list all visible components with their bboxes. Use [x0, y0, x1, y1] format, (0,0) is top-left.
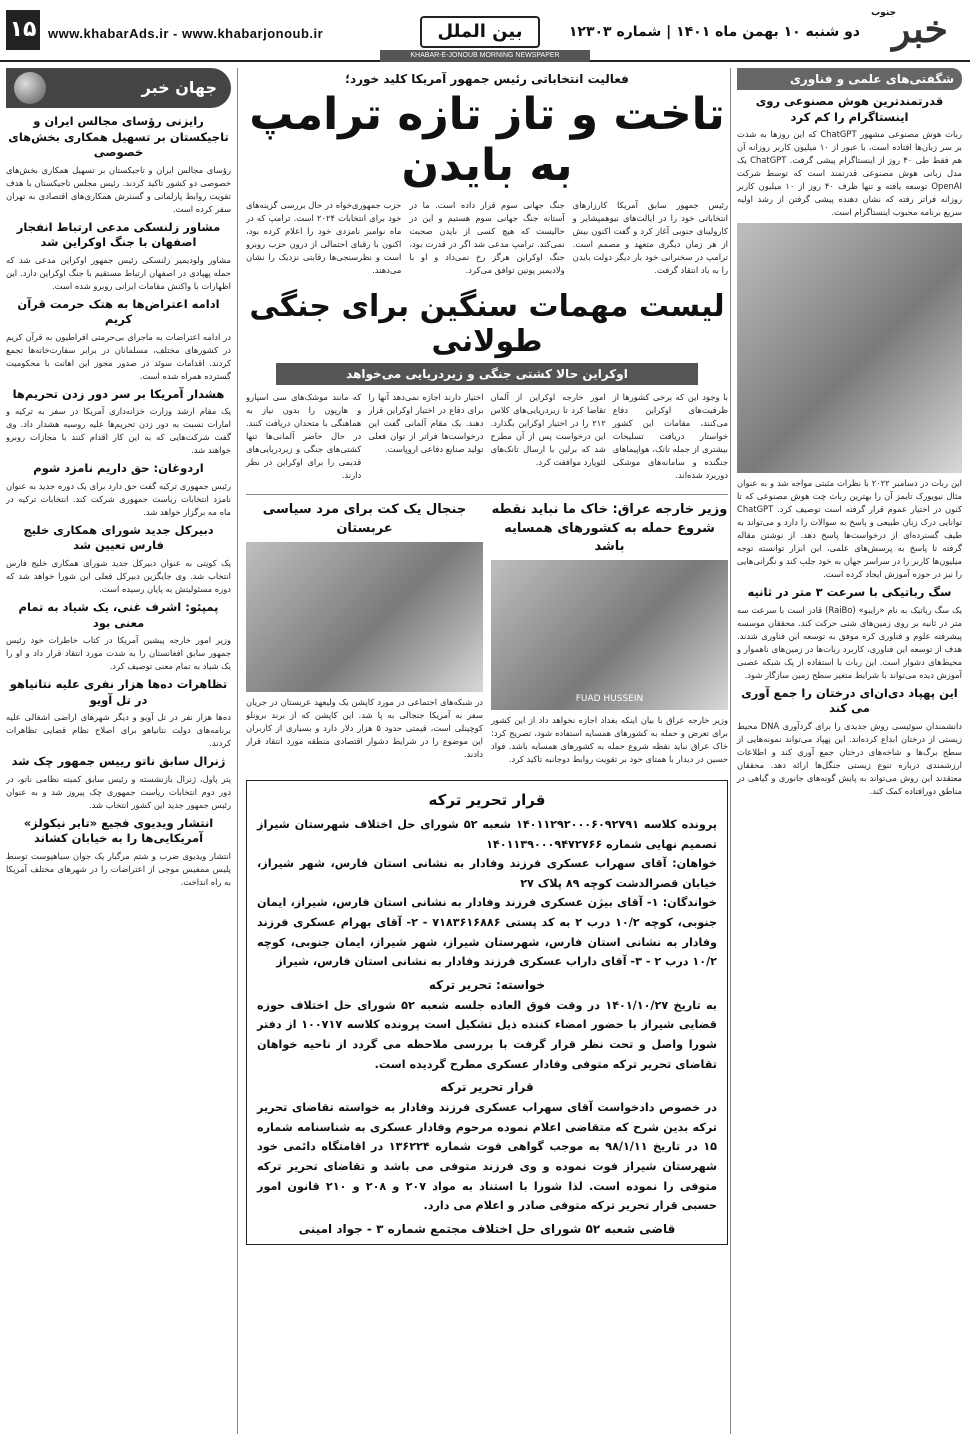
brief-body: انتشار ویدیوی ضرب و شتم مرگبار یک جوان سیاهپوست توسط پلیس ممفیس موجی از اعتراضات را در شهرهای مختلف آمریکا به راه انداخت. [6, 850, 231, 887]
legal-text: در خصوص دادخواست آقای سهراب عسکری فرزند وفادار به خواسته تقاضای تحریر ترکه بدین شرح که متقاضی اعلام نموده مرحوم وفادار عسکری به شناسنامه شماره ۱۵ در تاریخ ۹۸/۱/۱۱ به موجب گواهی فوت شماره ۱۳۶۲۲۴ در اقامتگاه دائمی خود شهرستان شیراز فوت نموده و وی فرزند متوفی می باشد و تقاضای تحریر ترکه متوفی را نموده است. لذا شورا با استناد به مواد ۲۰۷ و ۲۰۸ و ۲۱۰ قانون امور حسبی قرار تحریر ترکه متوفی صادر و اعلام می دارد. [257, 1101, 717, 1213]
logo-subtext: جنوب [871, 8, 896, 18]
lead-story-col: حزب جمهوری‌خواه در حال بررسی گزینه‌های خود برای انتخابات ۲۰۲۴ است. ترامپ که در ماه نوامبر نامزدی خود را اعلام کرده بود، اکنون با رقبای احتمالی از درون حزب روبرو است و نظرسنجی‌ها رقابتی نزدیک را نشان می‌دهند. [246, 200, 402, 276]
story-body: دانشمندان سوئیسی روش جدیدی را برای گردآوری DNA محیط زیستی از درختان ابداع کرده‌اند. این پهپاد می‌تواند نمونه‌هایی از سطح برگ‌ها و شاخه‌های درختان جمع آوری کند و اطلاعات ارزشمندی درباره تنوع زیستی جنگل‌ها ارائه دهد. محققان معتقدند این روش می‌تواند به پایش گونه‌های جانوری و گیاهی در مناطق دورافتاده کمک کند. [737, 720, 962, 796]
brief-headline: پمپئو: اشرف غنی، یک شیاد به تمام معنی بود [18, 600, 219, 630]
second-story-col: اختیار دارند اجازه نمی‌دهد آنها را برای دفاع در اختیار اوکراین قرار دهند. یک مقام آلمانی گفت این درخواست‌ها فراتر از توان فعلی تولید صنایع دفاعی اروپاست. [368, 392, 484, 455]
second-story-col: که مانند موشک‌های سی اسپارو و هارپون را بدون نیاز به هماهنگی با متحدان دریافت کنند. در حال حاضر آلمانی‌ها تنها کشتی‌های جنگی و زیردریایی‌های قدیمی را برای اوکراین در نظر دارند. [246, 392, 362, 481]
iraq-minister-photo [491, 560, 728, 710]
news-briefs-list [6, 114, 231, 889]
photo-nameplate: FUAD HUSSEIN [575, 693, 644, 704]
headline-kicker: فعالیت انتخاباتی رئیس جمهور آمریکا کلید خورد؛ [345, 72, 629, 86]
legal-text: پرونده کلاسه ۱۴۰۱۱۲۹۲۰۰۰۶۰۹۲۷۹۱ شعبه ۵۲ شورای حل اختلاف شهرستان شیراز تصمیم نهایی شماره ۱۴۰۱۱۳۹۰۰۰۹۴۷۲۷۶۶ [257, 818, 717, 851]
brief-body: رئیس جمهوری ترکیه گفت حق دارد برای یک دوره جدید به عنوان نامزد انتخابات ریاست جمهوری شرکت کند. انتخابات ترکیه در ماه مه برگزار خواهد شد. [6, 480, 231, 517]
world-news-column [6, 68, 238, 1434]
brief-body: مشاور ولودیمیر زلنسکی رئیس جمهور اوکراین مدعی شد که حمله پهپادی در اصفهان ارتباط مستقیم با جنگ اوکراین دارد. این اظهارات با واکنش مقامات ایرانی روبرو شده است. [6, 254, 231, 291]
brief-headline: ژنرال سابق ناتو رییس جمهور چک شد [11, 754, 226, 769]
brief-headline: هشدار آمریکا بر سر دور زدن تحریم‌ها [12, 386, 225, 401]
second-deck: اوکراین حالا کشتی جنگی و زیردریایی می‌خواهد [276, 363, 698, 385]
legal-signature: قاضی شعبه ۵۲ شورای حل اختلاف مجتمع شماره ۳ - جواد امینی [298, 1221, 676, 1236]
date-issue: دو شنبه ۱۰ بهمن ماه ۱۴۰۱ | شماره ۱۲۳۰۳ [568, 24, 860, 40]
story-body: این ربات در دسامبر ۲۰۲۲ با نظرات مثبتی مواجه شد و به عنوان مثال نیویورک تایمز آن را بهترین ربات چت هوش مصنوعی که تا کنون در اختیار عموم قرار گرفته است توصیف کرد. ChatGPT توانایی درک زبان طبیعی و پاسخ به سوالات را دارد و می‌تواند به طیف گسترده‌ای از درخواست‌ها پاسخ دهد. از نوشتن مقاله گرفته تا پاسخ به پرسش‌های علمی، این ابزار توانسته توجه میلیون‌ها کاربر را در سراسر جهان به خود جلب کند و نگرانی‌هایی را نیز در حوزه آموزش ایجاد کرده است. [737, 478, 962, 580]
saudi-story-headline: جنجال یک کت برای مرد سیاسی عربستان [262, 502, 467, 536]
legal-text: خواندگان: ۱- آقای بیژن عسکری فرزند وفادار به نشانی استان فارس، شیراز، ایمان جنوبی، کوچه ۱۰/۲ درب ۲ به کد پستی ۷۱۸۳۶۱۶۸۸۶ - ۲- آقای بهرام عسکری فرزند وفادار به نشانی استان فارس، شهرستان شیراز، شهر شیراز، ایمان جنوبی، کوچه ۱۰/۲ درب ۲ - ۳- آقای داراب عسکری فرزند وفادار به نشانی استان فارس، شیراز [257, 896, 718, 969]
legal-subheading: خواسته: تحریر ترکه [428, 977, 546, 992]
story-headline: قدرتمندترین هوش مصنوعی روی اینستاگرام را کم کرد [755, 94, 944, 124]
second-headline: لیست مهمات سنگین برای جنگی طولانی [249, 289, 725, 360]
brief-body: یک کویتی به عنوان دبیرکل جدید شورای همکاری خلیج فارس انتخاب شد. وی جایگزین دبیرکل فعلی این شورا خواهد شد که دوره مسئولیتش به پایان رسیده است. [6, 557, 231, 594]
ai-robot-photo [737, 223, 962, 473]
newspaper-logo [866, 4, 962, 56]
newspaper-banner: KHABAR-E-JONOUB MORNING NEWSPAPER [380, 50, 590, 62]
brief-body: در ادامه اعتراضات به ماجرای بی‌حرمتی افراطیون به قرآن کریم در کشورهای مختلف، مسلمانان در برابر سفارت‌خانه‌ها تجمع کردند. اقدامات سوئد در صدور مجوز این اهانت با محکومیت گسترده همراه شده است. [6, 331, 231, 381]
second-story-col: امور خارجه اوکراین از آلمان تقاضا کرد تا زیردریایی‌های کلاس ۲۱۲ را در اختیار اوکراین بگذارد. این درخواست پس از آن مطرح شد که برلین با ارسال تانک‌های لئوپارد موافقت کرد. [490, 392, 606, 468]
saudi-story-box [246, 501, 483, 770]
legal-text: به تاریخ ۱۴۰۱/۱۰/۲۷ در وقت فوق العاده جلسه شعبه ۵۲ شورای حل اختلاف حوزه قضایی شیراز با حضور امضاء کننده ذیل تشکیل است پرونده کلاسه ۱۰۰۷۱۷ از دفتر شورا واصل و تحت نظر قرار گرفت با بررسی ملاحظه می گردد از ناحیه خواهان تقاضای تحریر ترکه متوفی وفادار عسکری مطرح گردیده است. [257, 998, 717, 1071]
legal-subheading: قرار تحریر ترکه [440, 1080, 534, 1095]
brief-headline: رایزنی رؤسای مجالس ایران و تاجیکستان بر تسهیل همکاری بخش‌های خصوصی [8, 114, 229, 160]
brief-headline: اردوغان: حق داریم نامزد شوم [33, 461, 204, 476]
story-headline: سگ رباتیکی با سرعت ۳ متر در ثانیه [747, 585, 952, 600]
legal-notice [246, 780, 728, 1245]
main-content [246, 68, 728, 1434]
story-body: ربات هوش مصنوعی مشهور ChatGPT که این روزها به شدت بر سر زبان‌ها افتاده است، با عبور از ۱۰ میلیون کاربر روزانه آن هم فقط طی ۴۰ روز از اینستاگرام پیشی گرفت. ChatGPT یک مدل زبانی هوش مصنوعی قدرتمند است که توسط شرکت OpenAI توسعه یافته و تنها ظرف ۴۰ روز از ۱۰ میلیون کاربر روزانه فراتر رفته که نشان دهنده پیشی گرفتن از رشد اولیه سریع برنامه محبوب اینستاگرام است. [737, 129, 962, 218]
lead-story [246, 199, 728, 281]
page-number: ۱۵ [6, 10, 40, 50]
saudi-prince-photo [246, 542, 483, 692]
second-story-col: با وجود این که برخی کشورها از ظرفیت‌های اوکراین دفاع می‌کنند، مقامات این کشور خواستار دریافت تسلیحات بیشتری از جمله تانک، هواپیماهای جنگنده و سامانه‌های موشکی دوربرد شده‌اند. [612, 392, 728, 481]
story-boxes [246, 494, 728, 770]
website-urls[interactable]: www.khabarAds.ir - www.khabarjonoub.ir [48, 26, 324, 41]
story-body: یک سگ رباتیک به نام «رایبو» (RaiBo) قادر است با سرعت سه متر در ثانیه بر روی زمین‌های شنی حرکت کند. محققان موسسه پیشرفته علوم و فناوری کره موفق به توسعه این فناوری شدند. هدف از توسعه این فناوری، کاربرد ربات‌ها در زمین‌های ناهموار و محیط‌های دشوار است. این ربات با استفاده از یک شبکه عصبی آموزش دیده می‌تواند با شرایط متغیر سطح زمین سازگار شود. [737, 604, 962, 680]
brief-body: رؤسای مجالس ایران و تاجیکستان بر تسهیل همکاری بخش‌های خصوصی دو کشور تاکید کردند. رئیس مجلس تاجیکستان با هدف تقویت روابط پارلمانی و گسترش همکاری‌های اقتصادی به تهران سفر کرده است. [6, 164, 231, 214]
main-headline: تاخت و تاز تازه ترامپ به بایدن [249, 89, 725, 191]
brief-headline: دبیرکل جدید شورای همکاری خلیج فارس تعیین شد [23, 522, 214, 553]
brief-body: یک مقام ارشد وزارت خزانه‌داری آمریکا در سفر به ترکیه و امارات نسبت به دور زدن تحریم‌ها علیه روسیه هشدار داد. وی گفت شرکت‌هایی که به این کار اقدام کنند با مجازات روبرو خواهند شد. [6, 406, 231, 456]
brief-headline: تظاهرات ده‌ها هزار نفری علیه نتانیاهو در تل آویو [9, 677, 228, 707]
brief-headline: مشاور زلنسکی مدعی ارتباط انفجار اصفهان با جنگ اوکراین شد [16, 219, 221, 250]
masthead [0, 0, 970, 62]
section-title: بین الملل [420, 16, 540, 48]
globe-icon [14, 72, 46, 104]
lead-story-col: جنگ جهانی سوم قرار داده است. ما در آستانه جنگ جهانی سوم هستیم و این در حالیست که هیچ کسی از بایدن صحبت نمی‌کند. ترامپ مدعی شد اگر در قدرت بود، جنگ اوکراین هرگز رخ نمی‌داد و او با ولادیمیر پوتین توافق می‌کرد. [409, 200, 565, 276]
science-section-header: شگفتی‌های علمی و فناوری [737, 68, 962, 90]
saudi-story-body: در شبکه‌های اجتماعی در مورد کاپشن یک ولیعهد عربستان در جریان سفر به آمریکا جنجالی به پا شد. این کاپشن که از برند برونلو کوچینلی است، قیمتی حدود ۵ هزار دلار دارد و بسیاری از کاربران این موضوع را در شرایط دشوار اقتصادی منطقه مورد انتقاد قرار دادند. [246, 696, 483, 759]
legal-text: خواهان: آقای سهراب عسکری فرزند وفادار به نشانی استان فارس، شهر شیراز، خیابان قصرالدشت کوچه ۸۹ پلاک ۲۷ [257, 857, 717, 890]
legal-notice-title: قرار تحریر ترکه [428, 791, 546, 810]
world-news-badge [6, 68, 231, 108]
brief-body: وزیر امور خارجه پیشین آمریکا در کتاب خاطرات خود رئیس جمهور سابق افغانستان را به شدت مورد انتقاد قرار داد و او را یک شیاد به تمام معنی توصیف کرد. [6, 635, 231, 672]
world-news-label: جهان خبر [141, 78, 217, 97]
science-column [730, 68, 962, 1434]
iraq-story-body: وزیر خارجه عراق با بیان اینکه بغداد اجازه نخواهد داد از این کشور برای تعرض و حمله به کشورهای همسایه استفاده شود، تصریح کرد: خاک عراق نباید نقطه شروع حمله به کشورهای همسایه باشد. فواد حسین در دیدار با همتای خود بر تقویت روابط دوجانبه تاکید کرد. [491, 714, 728, 764]
brief-body: ده‌ها هزار نفر در تل آویو و دیگر شهرهای اراضی اشغالی علیه برنامه‌های دولت نتانیاهو برای اصلاح نظام قضایی تظاهرات کردند. [6, 712, 231, 749]
iraq-story-headline: وزیر خارجه عراق: خاک ما نباید نقطه شروع حمله به کشورهای همسایه باشد [491, 502, 728, 554]
brief-headline: ادامه اعتراض‌ها به هتک حرمت قرآن کریم [17, 296, 220, 327]
brief-headline: انتشار ویدیوی فجیع «تایر نیکولز» آمریکایی‌ها را به خیابان کشاند [23, 815, 214, 846]
second-story [246, 391, 728, 486]
lead-story-col: رئیس جمهور سابق آمریکا کارزارهای انتخاباتی خود را در ایالت‌های نیوهمپشایر و کارولینای جنوبی آغاز کرد و گفت اکنون بیش از هر زمان دیگری متعهد و مصمم است. ترامپ در سخنرانی خود بار دیگر دولت بایدن را به باد انتقاد گرفت. [572, 200, 728, 276]
logo-text: خبر [892, 6, 948, 51]
iraq-story-box [491, 501, 728, 770]
brief-body: پتر پاول، ژنرال بازنشسته و رئیس سابق کمیته نظامی ناتو، در دور دوم انتخابات ریاست جمهوری چک پیروز شد و به عنوان رئیس جمهور جدید این کشور انتخاب شد. [6, 773, 231, 810]
story-headline: این پهپاد دی‌ان‌ای درختان را جمع آوری می کند [741, 685, 958, 716]
